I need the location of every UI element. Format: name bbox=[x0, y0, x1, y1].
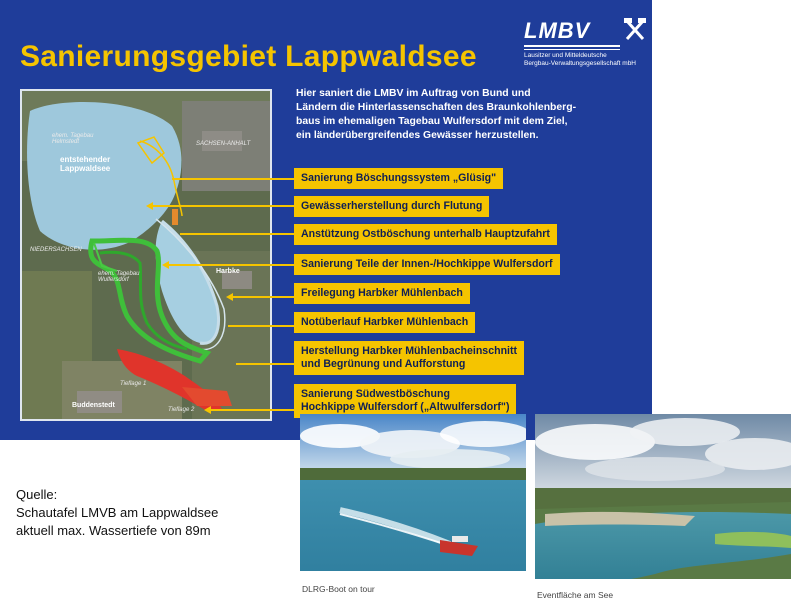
source-note bbox=[16, 486, 218, 540]
callout-line: Hochkippe Wulfersdorf („Altwulfersdorf") bbox=[301, 401, 510, 413]
map-label-line: Wulfersdorf bbox=[98, 277, 129, 283]
map-label-harbke: Harbke bbox=[216, 268, 240, 275]
intro-text bbox=[296, 87, 641, 143]
leader-line bbox=[228, 325, 294, 327]
map-label-line: ehem. Tagebau bbox=[52, 133, 94, 139]
event-area-photo-caption: Eventfläche am See bbox=[537, 590, 614, 600]
leader-line bbox=[232, 296, 294, 298]
callout-notuberlauf: Notüberlauf Harbker Mühlenbach bbox=[294, 312, 475, 333]
map-label-tagebau-helmstedt bbox=[52, 133, 93, 145]
boat-photo bbox=[300, 414, 526, 580]
hammer-and-pick-icon bbox=[624, 18, 646, 42]
lmbv-logo bbox=[520, 14, 645, 74]
intro-line: Ländern die Hinterlassenschaften des Braunkohlenberg- bbox=[296, 102, 577, 113]
callout-line: Sanierung Südwestböschung bbox=[301, 388, 450, 400]
boat-photo-graphic bbox=[300, 414, 526, 580]
logo-rule bbox=[524, 45, 620, 47]
intro-line: Hier saniert die LMBV im Auftrag von Bund und bbox=[296, 88, 531, 99]
leader-line bbox=[210, 409, 294, 411]
aerial-map bbox=[20, 89, 272, 421]
map-label-tieflage-1: Tieflage 1 bbox=[120, 381, 147, 387]
callout-flutung: Gewässerherstellung durch Flutung bbox=[294, 196, 489, 217]
map-label-tagebau-wulfersdorf bbox=[98, 271, 139, 283]
callout-line: Herstellung Harbker Mühlenbacheinschnitt bbox=[301, 345, 518, 357]
leader-line bbox=[168, 264, 294, 266]
map-label-line: ehem. Tagebau bbox=[98, 271, 140, 277]
logo-text: LMBV bbox=[524, 18, 591, 43]
logo-subtitle-line: Lausitzer und Mitteldeutsche bbox=[524, 52, 607, 59]
map-label-line: entstehender bbox=[60, 155, 111, 164]
event-area-photo bbox=[535, 414, 791, 588]
intro-line: ein länderübergreifendes Gewässer herzustellen. bbox=[296, 130, 539, 141]
arrow-left-icon bbox=[204, 406, 211, 414]
callout-ostboschung: Anstützung Ostböschung unterhalb Hauptzufahrt bbox=[294, 224, 557, 245]
map-label-niedersachsen: NIEDERSACHSEN bbox=[30, 247, 82, 253]
map-label-line: Helmstedt bbox=[52, 139, 80, 145]
event-area-photo-graphic bbox=[535, 414, 791, 588]
arrow-left-icon bbox=[226, 293, 233, 301]
callout-sudwestboschung bbox=[294, 384, 516, 418]
callout-innenkippe: Sanierung Teile der Innen-/Hochkippe Wulfersdorf bbox=[294, 254, 560, 275]
map-label-buddenstedt: Buddenstedt bbox=[72, 402, 115, 409]
intro-line: baus im ehemaligen Tagebau Wulfersdorf mit dem Ziel, bbox=[296, 116, 568, 127]
map-label-line: Lappwaldsee bbox=[60, 164, 111, 173]
map-label-sachsen-anhalt: SACHSEN-ANHALT bbox=[196, 141, 251, 147]
arrow-left-icon bbox=[146, 202, 153, 210]
board-title: Sanierungsgebiet Lappwaldsee bbox=[20, 40, 477, 73]
callout-line: und Begrünung und Aufforstung bbox=[301, 358, 466, 370]
source-label: Quelle: bbox=[16, 487, 58, 502]
callout-glusig: Sanierung Böschungssystem „Glüsig" bbox=[294, 168, 503, 189]
callout-freilegung: Freilegung Harbker Mühlenbach bbox=[294, 283, 470, 304]
logo-rule-thin bbox=[524, 49, 620, 50]
source-reference: Schautafel LMVB am Lappwaldsee bbox=[16, 505, 219, 520]
leader-line bbox=[236, 363, 294, 365]
callout-einschnitt bbox=[294, 341, 524, 375]
arrow-left-icon bbox=[162, 261, 169, 269]
logo-subtitle-line: Bergbau-Verwaltungsgesellschaft mbH bbox=[524, 59, 637, 67]
leader-line bbox=[172, 178, 294, 180]
boat-photo-caption: DLRG-Boot on tour bbox=[302, 584, 375, 594]
leader-line bbox=[180, 233, 294, 235]
source-depth: aktuell max. Wassertiefe von 89m bbox=[16, 523, 211, 538]
map-label-tieflage-2: Tieflage 2 bbox=[168, 407, 195, 413]
logo-subtitle bbox=[524, 52, 649, 67]
map-label-lake bbox=[60, 155, 110, 173]
leader-line bbox=[152, 205, 294, 207]
